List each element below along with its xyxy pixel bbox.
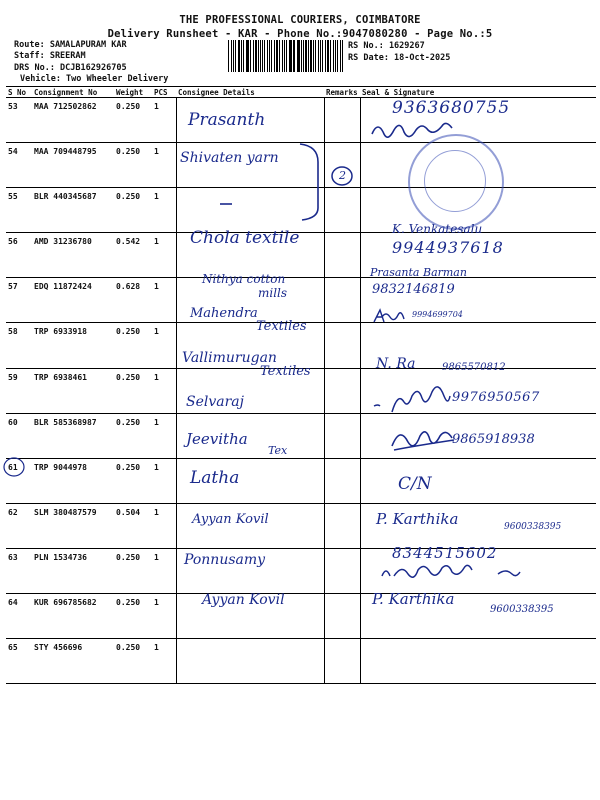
hw-consignee-53: Prasanth	[188, 110, 266, 130]
col-consignee-details: Consignee Details	[176, 87, 324, 98]
row-sno: 65	[6, 639, 32, 684]
row-consignment-no: BLR 440345687	[32, 188, 114, 233]
drs-number: DRS No.: DCJB162926705	[14, 63, 127, 73]
vehicle-label: Vehicle: Two Wheeler Delivery	[20, 74, 169, 84]
row-weight: 0.250	[114, 98, 152, 143]
barcode-bar	[318, 40, 319, 72]
row-weight: 0.250	[114, 549, 152, 594]
row-pcs: 1	[152, 459, 176, 504]
barcode-bar	[246, 40, 247, 72]
row-consignment-no: TRP 9044978	[32, 459, 114, 504]
barcode-bar	[286, 40, 287, 72]
row-consignment-no: SLM 380487579	[32, 504, 114, 549]
row-weight: 0.250	[114, 594, 152, 639]
col-sno: S No	[6, 87, 32, 98]
barcode-bar	[235, 40, 236, 72]
hw-consignee-60: Selvaraj	[186, 394, 244, 410]
hw-signer-65: P. Karthika	[372, 590, 455, 608]
row-consignment-no: EDQ 11872424	[32, 278, 114, 323]
hw-consignee-63: Ayyan Kovil	[192, 512, 269, 527]
barcode-bar	[260, 40, 261, 72]
row-consignment-no: TRP 6933918	[32, 323, 114, 369]
row-consignment-no: AMD 31236780	[32, 233, 114, 278]
row-weight: 0.504	[114, 504, 152, 549]
hw-phone-64: 8344515602	[392, 544, 498, 562]
row-weight: 0.250	[114, 414, 152, 459]
barcode-bar	[284, 40, 285, 72]
hw-consignee-59a: Vallimurugan	[182, 350, 277, 366]
row-pcs: 1	[152, 504, 176, 549]
col-remarks: Remarks	[324, 87, 360, 98]
row-consignment-no: MAA 712502862	[32, 98, 114, 143]
barcode-bar	[282, 40, 283, 72]
barcode-bar	[330, 40, 331, 72]
row-sno: 58	[6, 323, 32, 369]
hw-signer-63: P. Karthika	[376, 510, 459, 528]
row-sno: 60	[6, 414, 32, 459]
row-weight: 0.250	[114, 639, 152, 684]
row-weight: 0.250	[114, 143, 152, 188]
row-pcs: 1	[152, 549, 176, 594]
barcode-bar	[274, 40, 275, 72]
hw-consignee-65: Ayyan Kovil	[202, 592, 285, 608]
row-signature	[360, 459, 596, 504]
barcode-bar	[238, 40, 240, 72]
row-weight: 0.250	[114, 369, 152, 414]
barcode-bar	[315, 40, 316, 72]
row-sno: 53	[6, 98, 32, 143]
row-sno: 64	[6, 594, 32, 639]
row-weight: 0.250	[114, 188, 152, 233]
hw-phone-65: 9600338395	[490, 604, 554, 615]
bracket-mark	[296, 140, 356, 222]
row-remarks	[324, 594, 360, 639]
company-stamp	[408, 134, 504, 230]
hw-circle-62	[2, 456, 26, 478]
row-remarks	[324, 278, 360, 323]
row-remarks	[324, 549, 360, 594]
table-row	[6, 278, 596, 323]
hw-signature-53	[368, 120, 464, 142]
hw-signer-57: Prasanta Barman	[370, 266, 467, 279]
row-pcs: 1	[152, 188, 176, 233]
barcode-bar	[264, 40, 265, 72]
barcode-bar	[247, 40, 248, 72]
row-sno: 62	[6, 504, 32, 549]
row-signature	[360, 639, 596, 684]
row-pcs: 1	[152, 414, 176, 459]
row-sno: 61	[6, 459, 32, 504]
hw-signer-56: K. Venkatesalu	[392, 222, 483, 236]
barcode-bar	[293, 40, 295, 72]
route-label: Route: SAMALAPURAM KAR	[14, 40, 127, 50]
barcode-bar	[327, 40, 329, 72]
barcode-bar	[258, 40, 259, 72]
barcode-bar	[310, 40, 312, 72]
hw-signature-64	[378, 562, 548, 582]
row-remarks	[324, 414, 360, 459]
company-title: THE PROFESSIONAL COURIERS, COIMBATORE	[179, 14, 421, 26]
row-consignment-no: PLN 1534736	[32, 549, 114, 594]
barcode-bar	[267, 40, 268, 72]
barcode-bar	[340, 40, 341, 72]
barcode-bar	[335, 40, 336, 72]
hw-consignee-58a: Mahendra	[190, 306, 258, 321]
barcode-bar	[303, 40, 304, 72]
hw-consignee-61a: Jeevitha	[186, 430, 248, 448]
row-sno: 63	[6, 549, 32, 594]
hw-phone-59: 9865570812	[442, 362, 506, 373]
hw-phone-58: 9994699704	[412, 310, 463, 319]
row-consignment-no: BLR 585368987	[32, 414, 114, 459]
row-consignment-no: MAA 709448795	[32, 143, 114, 188]
hw-remark-62: C/N	[398, 474, 432, 494]
barcode-bar	[228, 40, 229, 72]
barcode-bar	[250, 40, 251, 72]
row-pcs: 1	[152, 639, 176, 684]
row-sno: 54	[6, 143, 32, 188]
col-consignment-no: Consignment No	[32, 87, 114, 98]
hw-phone-63: 9600338395	[504, 522, 562, 532]
hw-consignee-56: Chola textile	[190, 228, 300, 248]
hw-consignee-57b: mills	[258, 286, 288, 300]
barcode-bar	[290, 40, 291, 72]
col-seal-signature: Seal & Signature	[360, 87, 596, 98]
row-sno: 55	[6, 188, 32, 233]
row-pcs: 1	[152, 278, 176, 323]
row-sno: 59	[6, 369, 32, 414]
barcode-bar	[231, 40, 232, 72]
row-remarks	[324, 504, 360, 549]
barcode-bar	[262, 40, 263, 72]
barcode-bar	[333, 40, 334, 72]
barcode-bar	[297, 40, 298, 72]
hw-phone-57: 9832146819	[372, 282, 455, 297]
barcode-bar	[325, 40, 326, 72]
row-weight: 0.250	[114, 459, 152, 504]
row-weight: 0.628	[114, 278, 152, 323]
row-pcs: 1	[152, 369, 176, 414]
row-pcs: 1	[152, 594, 176, 639]
row-consignment-no: STY 456696	[32, 639, 114, 684]
rs-date: RS Date: 18-Oct-2025	[348, 53, 451, 63]
barcode-bar	[276, 40, 278, 72]
table-header-row	[6, 87, 596, 98]
hw-consignee-64: Ponnusamy	[184, 552, 266, 568]
hw-phone-53: 9363680755	[392, 98, 511, 118]
barcode-bar	[233, 40, 234, 72]
hw-consignee-57a: Nithya cotton	[202, 272, 286, 286]
hw-phone-60: 9976950567	[452, 390, 540, 405]
hw-phone-56: 9944937618	[392, 238, 504, 257]
barcode-bar	[301, 40, 302, 72]
staff-label: Staff: SREERAM	[14, 51, 86, 61]
barcode-bar	[253, 40, 254, 72]
barcode-bar	[289, 40, 290, 72]
row-weight: 0.542	[114, 233, 152, 278]
row-consignment-no: TRP 6938461	[32, 369, 114, 414]
rs-number: RS No.: 1629267	[348, 41, 425, 51]
barcode-bar	[308, 40, 309, 72]
table-row	[6, 233, 596, 278]
table-row	[6, 594, 596, 639]
hw-phone-61: 9865918938	[452, 432, 535, 447]
row-pcs: 1	[152, 143, 176, 188]
row-sno: 57	[6, 278, 32, 323]
barcode-bar	[342, 40, 343, 72]
barcode-bar	[320, 40, 321, 72]
barcode	[228, 40, 343, 72]
col-pcs: PCS	[152, 87, 176, 98]
barcode-bar	[305, 40, 306, 72]
row-weight: 0.250	[114, 323, 152, 369]
barcode-bar	[271, 40, 272, 72]
barcode-bar	[269, 40, 270, 72]
barcode-bar	[255, 40, 257, 72]
barcode-bar	[313, 40, 314, 72]
row-remarks	[324, 639, 360, 684]
table-row	[6, 459, 596, 504]
hw-signature-58	[370, 306, 410, 326]
hw-consignee-54: Shivaten yarn	[180, 150, 279, 166]
row-pcs: 1	[152, 98, 176, 143]
barcode-bar	[298, 40, 299, 72]
hw-signer-59: N. Ra	[376, 356, 416, 372]
row-consignee	[176, 639, 324, 684]
row-consignment-no: KUR 696785682	[32, 594, 114, 639]
row-remarks	[324, 459, 360, 504]
hw-consignee-58b: Textiles	[256, 319, 307, 334]
row-remarks	[324, 98, 360, 143]
hw-consignee-62: Latha	[190, 468, 240, 488]
runsheet-subtitle: Delivery Runsheet - KAR - Phone No.:9047080280 - Page No.:5	[107, 28, 493, 40]
row-pcs: 1	[152, 233, 176, 278]
row-remarks	[324, 323, 360, 369]
hw-consignee-59b: Textiles	[260, 364, 311, 379]
barcode-bar	[337, 40, 338, 72]
barcode-bar	[241, 40, 242, 72]
hw-dash-55	[218, 200, 258, 208]
col-weight: Weight	[114, 87, 152, 98]
table-row	[6, 639, 596, 684]
row-sno: 56	[6, 233, 32, 278]
hw-consignee-61b: Tex	[268, 444, 288, 457]
row-pcs: 1	[152, 323, 176, 369]
barcode-bar	[322, 40, 323, 72]
barcode-bar	[243, 40, 244, 72]
row-remarks	[324, 369, 360, 414]
barcode-bar	[279, 40, 280, 72]
hw-bracket-count: 2	[339, 169, 346, 182]
row-remarks	[324, 233, 360, 278]
